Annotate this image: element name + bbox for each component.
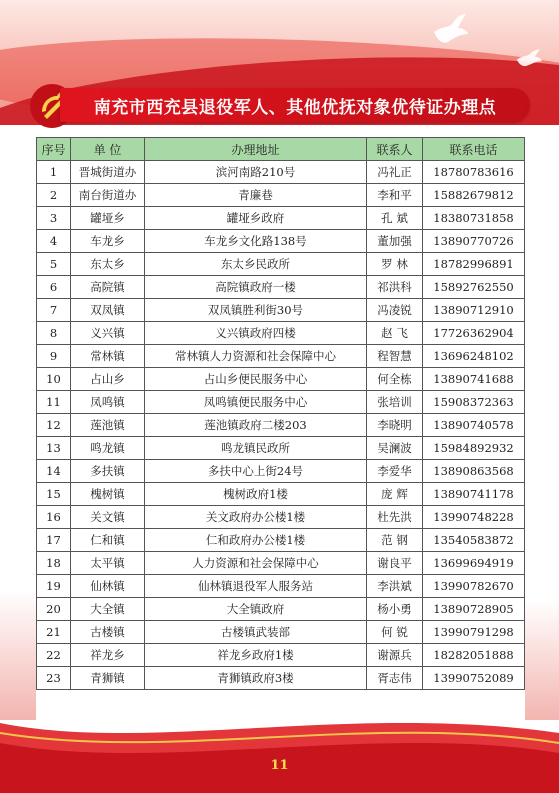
column-header-address: 办理地址 xyxy=(145,138,367,161)
cell-address: 滨河南路210号 xyxy=(145,161,367,184)
column-header-phone: 联系电话 xyxy=(423,138,525,161)
cell-unit: 关文镇 xyxy=(71,506,145,529)
cell-phone: 15908372363 xyxy=(423,391,525,414)
cell-unit: 大全镇 xyxy=(71,598,145,621)
cell-contact: 杨小勇 xyxy=(367,598,423,621)
cell-no: 23 xyxy=(37,667,71,690)
table-row xyxy=(37,460,525,483)
table-row xyxy=(37,230,525,253)
table-row xyxy=(37,414,525,437)
cell-unit: 常林镇 xyxy=(71,345,145,368)
cell-address: 东太乡民政所 xyxy=(145,253,367,276)
cell-phone: 13890863568 xyxy=(423,460,525,483)
cell-unit: 高院镇 xyxy=(71,276,145,299)
cell-address: 罐垭乡政府 xyxy=(145,207,367,230)
cell-contact: 李洪斌 xyxy=(367,575,423,598)
page-title-text: 南充市西充县退役军人、其他优抚对象优待证办理点 xyxy=(93,97,497,118)
cell-contact: 董加强 xyxy=(367,230,423,253)
table-row xyxy=(37,253,525,276)
table-row xyxy=(37,644,525,667)
cell-address: 多扶中心上街24号 xyxy=(145,460,367,483)
cell-unit: 罐垭乡 xyxy=(71,207,145,230)
cell-contact: 冯礼正 xyxy=(367,161,423,184)
cell-no: 2 xyxy=(37,184,71,207)
cell-address: 仙林镇退役军人服务站 xyxy=(145,575,367,598)
cell-contact: 谢源兵 xyxy=(367,644,423,667)
footer-wave xyxy=(0,703,559,793)
table-row xyxy=(37,207,525,230)
cell-phone: 13890770726 xyxy=(423,230,525,253)
cell-contact: 李和平 xyxy=(367,184,423,207)
page-number: 11 xyxy=(270,758,289,773)
cell-address: 人力资源和社会保障中心 xyxy=(145,552,367,575)
table-row xyxy=(37,276,525,299)
cell-address: 槐树政府1楼 xyxy=(145,483,367,506)
cell-no: 9 xyxy=(37,345,71,368)
cell-unit: 青狮镇 xyxy=(71,667,145,690)
cell-phone: 15984892932 xyxy=(423,437,525,460)
cell-contact: 杜先洪 xyxy=(367,506,423,529)
cell-phone: 13890741688 xyxy=(423,368,525,391)
cell-unit: 鸣龙镇 xyxy=(71,437,145,460)
cell-phone: 17726362904 xyxy=(423,322,525,345)
cell-no: 14 xyxy=(37,460,71,483)
column-header-unit: 单 位 xyxy=(71,138,145,161)
cell-unit: 凤鸣镇 xyxy=(71,391,145,414)
cell-phone: 13890741178 xyxy=(423,483,525,506)
cell-no: 20 xyxy=(37,598,71,621)
cell-no: 3 xyxy=(37,207,71,230)
cell-address: 古楼镇武装部 xyxy=(145,621,367,644)
cell-address: 祥龙乡政府1楼 xyxy=(145,644,367,667)
cell-contact: 赵 飞 xyxy=(367,322,423,345)
cell-phone: 18780783616 xyxy=(423,161,525,184)
city-skyline-right xyxy=(525,600,559,720)
cell-unit: 祥龙乡 xyxy=(71,644,145,667)
cell-no: 16 xyxy=(37,506,71,529)
cell-phone: 13540583872 xyxy=(423,529,525,552)
city-skyline-left xyxy=(0,590,36,720)
table-row xyxy=(37,299,525,322)
cell-unit: 车龙乡 xyxy=(71,230,145,253)
cell-phone: 13990782670 xyxy=(423,575,525,598)
cell-contact: 李爱华 xyxy=(367,460,423,483)
cell-address: 常林镇人力资源和社会保障中心 xyxy=(145,345,367,368)
table-row xyxy=(37,483,525,506)
cell-no: 11 xyxy=(37,391,71,414)
column-header-contact: 联系人 xyxy=(367,138,423,161)
cell-unit: 占山乡 xyxy=(71,368,145,391)
table-row xyxy=(37,184,525,207)
table-row xyxy=(37,667,525,690)
cell-address: 义兴镇政府四楼 xyxy=(145,322,367,345)
cell-address: 青狮镇政府3楼 xyxy=(145,667,367,690)
cell-unit: 仙林镇 xyxy=(71,575,145,598)
cell-contact: 庞 辉 xyxy=(367,483,423,506)
cell-no: 7 xyxy=(37,299,71,322)
cell-address: 仁和政府办公楼1楼 xyxy=(145,529,367,552)
cell-no: 12 xyxy=(37,414,71,437)
table-header-row xyxy=(37,138,525,161)
cell-no: 22 xyxy=(37,644,71,667)
cell-phone: 13696248102 xyxy=(423,345,525,368)
cell-no: 19 xyxy=(37,575,71,598)
cell-address: 莲池镇政府二楼203 xyxy=(145,414,367,437)
table-row xyxy=(37,575,525,598)
cell-contact: 何全栋 xyxy=(367,368,423,391)
cell-no: 21 xyxy=(37,621,71,644)
cell-address: 双凤镇胜利街30号 xyxy=(145,299,367,322)
cell-no: 5 xyxy=(37,253,71,276)
cell-address: 凤鸣镇便民服务中心 xyxy=(145,391,367,414)
cell-contact: 冯凌锐 xyxy=(367,299,423,322)
cell-address: 高院镇政府一楼 xyxy=(145,276,367,299)
cell-no: 4 xyxy=(37,230,71,253)
cell-phone: 13990752089 xyxy=(423,667,525,690)
cell-no: 6 xyxy=(37,276,71,299)
cell-phone: 13990748228 xyxy=(423,506,525,529)
cell-unit: 槐树镇 xyxy=(71,483,145,506)
cell-contact: 范 钢 xyxy=(367,529,423,552)
cell-address: 占山乡便民服务中心 xyxy=(145,368,367,391)
cell-address: 鸣龙镇民政所 xyxy=(145,437,367,460)
dove-icon xyxy=(515,48,545,70)
cell-unit: 仁和镇 xyxy=(71,529,145,552)
table-row xyxy=(37,368,525,391)
cell-contact: 吴澜波 xyxy=(367,437,423,460)
table-row xyxy=(37,529,525,552)
cell-address: 大全镇政府 xyxy=(145,598,367,621)
cell-phone: 13890740578 xyxy=(423,414,525,437)
cell-unit: 古楼镇 xyxy=(71,621,145,644)
table-row xyxy=(37,345,525,368)
cell-phone: 18380731858 xyxy=(423,207,525,230)
cell-unit: 南台街道办 xyxy=(71,184,145,207)
table-row xyxy=(37,322,525,345)
cell-phone: 15882679812 xyxy=(423,184,525,207)
cell-no: 18 xyxy=(37,552,71,575)
cell-unit: 莲池镇 xyxy=(71,414,145,437)
table-row xyxy=(37,621,525,644)
cell-no: 13 xyxy=(37,437,71,460)
cell-unit: 东太乡 xyxy=(71,253,145,276)
table-row xyxy=(37,437,525,460)
cell-contact: 李晓明 xyxy=(367,414,423,437)
cell-phone: 13699694919 xyxy=(423,552,525,575)
table-row xyxy=(37,161,525,184)
cell-contact: 何 锐 xyxy=(367,621,423,644)
cell-phone: 18782996891 xyxy=(423,253,525,276)
cell-phone: 13890712910 xyxy=(423,299,525,322)
column-header-no: 序号 xyxy=(37,138,71,161)
table-row xyxy=(37,506,525,529)
cell-no: 1 xyxy=(37,161,71,184)
cell-phone: 15892762550 xyxy=(423,276,525,299)
cell-unit: 双凤镇 xyxy=(71,299,145,322)
cell-no: 17 xyxy=(37,529,71,552)
cell-address: 青廉巷 xyxy=(145,184,367,207)
cell-phone: 18282051888 xyxy=(423,644,525,667)
cell-no: 15 xyxy=(37,483,71,506)
cell-contact: 胥志伟 xyxy=(367,667,423,690)
registration-points-table xyxy=(36,137,525,690)
cell-contact: 谢良平 xyxy=(367,552,423,575)
table-row xyxy=(37,598,525,621)
cell-phone: 13990791298 xyxy=(423,621,525,644)
cell-unit: 太平镇 xyxy=(71,552,145,575)
cell-contact: 程智慧 xyxy=(367,345,423,368)
cell-unit: 晋城街道办 xyxy=(71,161,145,184)
cell-no: 10 xyxy=(37,368,71,391)
cell-contact: 张培训 xyxy=(367,391,423,414)
cell-unit: 义兴镇 xyxy=(71,322,145,345)
cell-contact: 罗 林 xyxy=(367,253,423,276)
cell-contact: 孔 斌 xyxy=(367,207,423,230)
cell-address: 关文政府办公楼1楼 xyxy=(145,506,367,529)
cell-no: 8 xyxy=(37,322,71,345)
cell-contact: 祁洪科 xyxy=(367,276,423,299)
cell-address: 车龙乡文化路138号 xyxy=(145,230,367,253)
table-row xyxy=(37,552,525,575)
table-row xyxy=(37,391,525,414)
cell-phone: 13890728905 xyxy=(423,598,525,621)
page-title xyxy=(60,88,530,122)
dove-icon xyxy=(430,12,470,48)
cell-unit: 多扶镇 xyxy=(71,460,145,483)
